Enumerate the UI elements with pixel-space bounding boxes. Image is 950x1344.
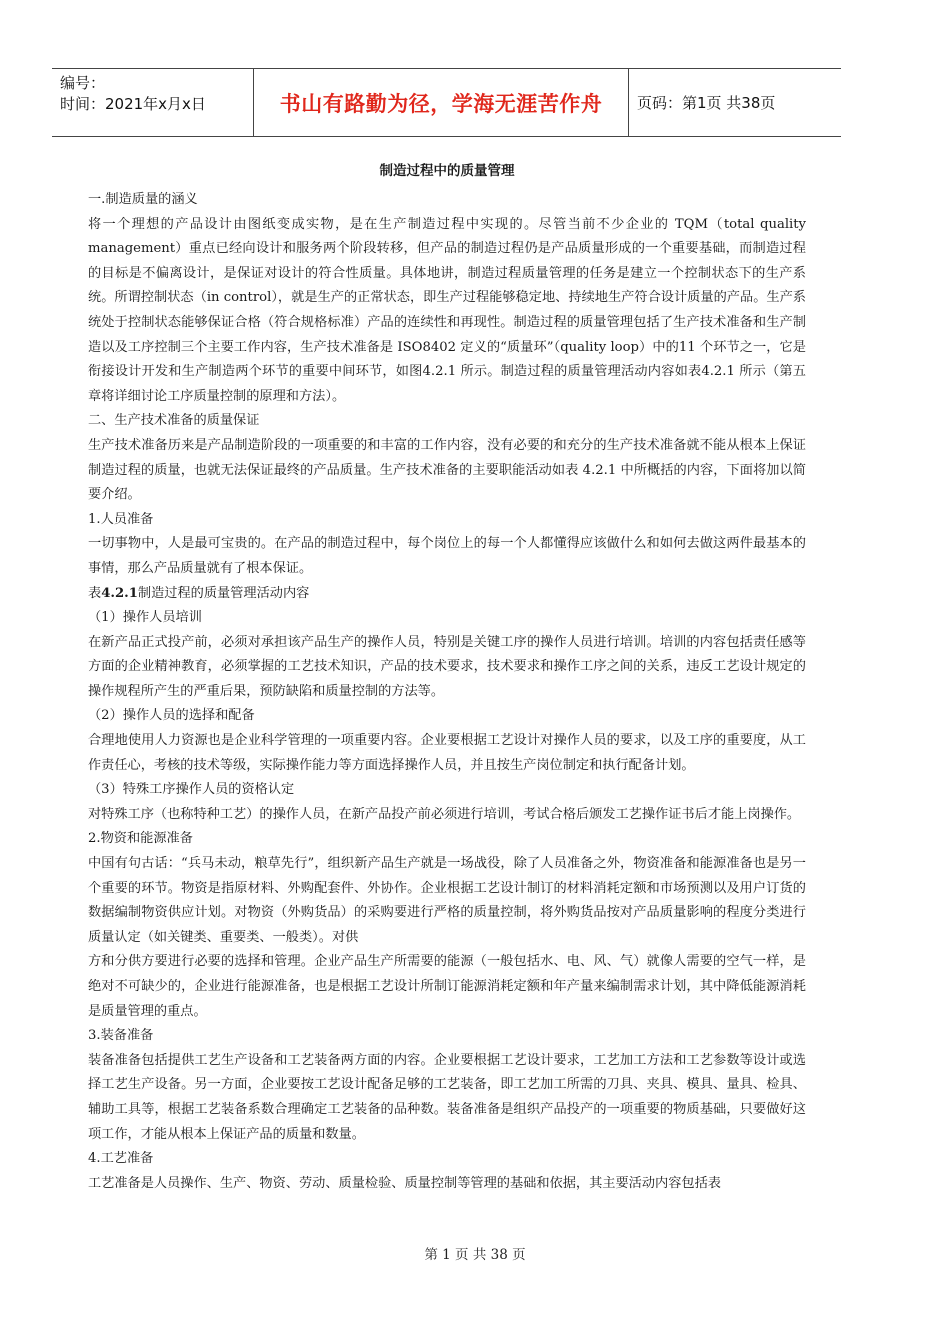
paragraph: 装备准备包括提供工艺生产设备和工艺装备两方面的内容。企业要根据工艺设计要求，工艺加工方法和工艺参数等设计或选择工艺生产设备。另一方面，企业要按工艺设计配备足够的工艺装备，即工艺加工所需的刀具、夹具、模具、量具、检具、辅助工具等，根据工艺装备系数合理确定工艺装备的品种数。装备准备是组织产品投产的一项重要的物质基础，只要做好这项工作，才能从根本上保证产品的质量和数量。 [88,1052,806,1142]
header-motto-cell [253,69,629,136]
paragraph: 合理地使用人力资源也是企业科学管理的一项重要内容。企业要根据工艺设计对操作人员的要求，以及工序的重要度，从工作责任心，考核的技术等级，实际操作能力等方面选择操作人员，并且按生产岗位制定和执行配备计划。 [88,733,806,773]
paragraph: 将一个理想的产品设计由图纸变成实物，是在生产制造过程中实现的。尽管当前不少企业的 TQM（total quality management）重点已经向设计和服务两个阶段转移，但产品的制造过程仍是产品质量形成的一个重要基础，而制造过程的目标是不偏离设计，是保证对设计的符合性质量。具体地讲，制造过程质量管理的任务是建立一个控制状态下的生产系统。所谓控制状态（in control），就是生产的正常状态，即生产过程能够稳定地、持续地生产符合设计质量的产品。生产系统处于控制状态能够保证合格（符合规格标准）产品的连续性和再现性。制造过程的质量管理包括了生产技术准备和生产制造以及工序控制三个主要工作内容，生产技术准备是 ISO8402 定义的“质量环”（quality loop）中的11 个环节之一，它是衔接设计开发和生产制造两个环节的重要中间环节，如图4.2.1 所示。制造过程的质量管理活动内容如表4.2.1 所示（第五章将详细讨论工序质量控制的原理和方法）。 [88,216,806,404]
table-caption: 表4.2.1制造过程的质量管理活动内容 [88,585,310,601]
page-footer: 第 1 页 共 38 页 [424,1247,526,1263]
paragraph: 在新产品正式投产前，必须对承担该产品生产的操作人员，特别是关键工序的操作人员进行培训。培训的内容包括责任感等方面的企业精神教育，必须掌握的工艺技术知识，产品的技术要求，技术要求和操作工序之间的关系，违反工艺设计规定的操作规程所产生的严重后果，预防缺陷和质量控制的方法等。 [88,634,806,699]
document-time: 时间：2021年x月x日 [60,95,206,113]
document-number: 编号： [60,74,106,92]
paragraph: 生产技术准备历来是产品制造阶段的一项重要的和丰富的工作内容，没有必要的和充分的生产技术准备就不能从根本上保证制造过程的质量，也就无法保证最终的产品质量。生产技术准备的主要职能活动如表 4.2.1 中所概括的内容，下面将加以简要介绍。 [88,437,806,503]
paragraph: 方和分供方要进行必要的选择和管理。企业产品生产所需要的能源（一般包括水、电、风、气）就像人需要的空气一样，是绝对不可缺少的，企业进行能源准备，也是根据工艺设计所制订能源消耗定额和年产量来编制需求计划，其中降低能源消耗是质量管理的重点。 [88,954,806,1019]
header-page-info: 页码：第1页 共38页 [637,94,776,112]
subheading: （2）操作人员的选择和配备 [88,708,255,724]
paragraph: 工艺准备是人员操作、生产、物资、劳动、质量检验、质量控制等管理的基础和依据，其主要活动内容包括表 [88,1175,721,1191]
header-meta [52,69,253,136]
document-title: 制造过程中的质量管理 [379,163,515,179]
paragraph: 中国有句古话：“兵马未动，粮草先行”，组织新产品生产就是一场战役，除了人员准备之外，物资准备和能源准备也是另一个重要的环节。物资是指原材料、外购配套件、外协作。企业根据工艺设计制订的材料消耗定额和市场预测以及用户订货的数据编制物资供应计划。对物资（外购货品）的采购要进行严格的质量控制，将外购货品按对产品质量影响的程度分类进行质量认定（如关键类、重要类、一般类）。对供 [88,856,806,945]
subheading: （1）操作人员培训 [88,610,202,626]
heading-manufacturing-quality: 一.制造质量的涵义 [88,192,198,207]
heading-process: 4.工艺准备 [88,1151,154,1167]
heading-personnel: 1.人员准备 [88,511,154,527]
page-header [52,68,841,137]
paragraph: 对特殊工序（也称特种工艺）的操作人员，在新产品投产前必须进行培训，考试合格后颁发工艺操作证书后才能上岗操作。 [88,806,801,822]
document-body [88,156,806,1196]
heading-equipment: 3.装备准备 [88,1028,154,1044]
heading-materials: 2.物资和能源准备 [88,831,193,847]
paragraph: 一切事物中，人是最可宝贵的。在产品的制造过程中，每个岗位上的每一个人都懂得应该做什么和如何去做这两件最基本的事情，那么产品质量就有了根本保证。 [88,536,806,576]
header-motto: 书山有路勤为径，学海无涯苦作舟 [279,91,603,116]
heading-production-prep: 二、生产技术准备的质量保证 [88,413,260,429]
subheading: （3）特殊工序操作人员的资格认定 [88,782,295,798]
